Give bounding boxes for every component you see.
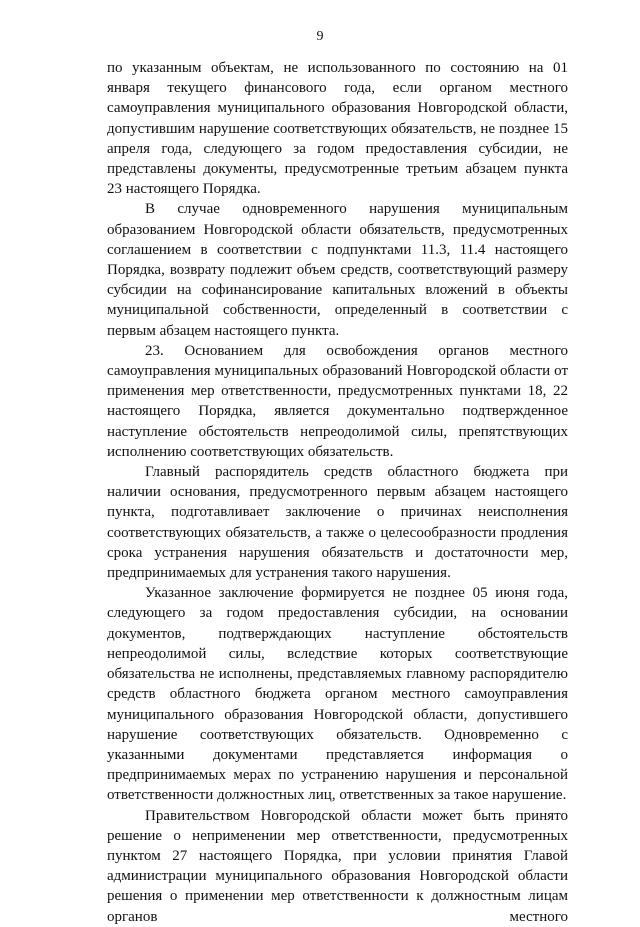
paragraph: 23. Основанием для освобождения органов местного самоуправления муниципальных образований Новгородской области от применения мер ответственности, предусмотренных пунктами 18, 22 настоящего Порядка, является документально подтвержденное наступление обстоятельств непреодолимой силы, препятствующих исполнению соответствующих обязательств.	[107, 342, 568, 460]
paragraph: по указанным объектам, не использованного по состоянию на 01 января текущего финансового года, если органом местного самоуправления муниципального образования Новгородской области, допустившим нарушение соответствующих обязательств, не позднее 15 апреля года, следующего за годом предоставления субсидии, не представлены документы, предусмотренные третьим абзацем пункта 23 настоящего Порядка.	[107, 60, 568, 198]
paragraph: Указанное заключение формируется не позднее 05 июня года, следующего за годом предоставления субсидии, на основании документов, подтверждающих наступление обстоятельств непреодолимой силы, вследствие которых соответствующие обязательства не исполнены, представляемых главному распорядителю средств областного бюджета органом местного самоуправления муниципального образования Новгородской области, допустившего нарушение соответствующих обязательств. Одновременно с указанными документами представляется информация о предпринимаемых мерах по устранению нарушения и персональной ответственности должностных лиц, ответственных за такое нарушение.	[107, 585, 568, 804]
page-number: 9	[316, 29, 324, 44]
paragraph: Главный распорядитель средств областного бюджета при наличии основания, предусмотренного первым абзацем настоящего пункта, подготавливает заключение о причинах неисполнения соответствующих обязательств, а также о целесообразности продления срока устранения нарушения обязательств и достаточности мер, предпринимаемых для устранения такого нарушения.	[107, 464, 568, 582]
document-body	[107, 58, 568, 927]
paragraph: Правительством Новгородской области может быть принято решение о неприменении мер ответственности, предусмотренных пунктом 27 настоящего Порядка, при условии принятия Главой администрации муниципального образования Новгородской области решения о применении мер ответственности к должностным лицам органов местного	[107, 807, 568, 925]
paragraph: В случае одновременного нарушения муниципальным образованием Новгородской области обязательств, предусмотренных соглашением в соответствии с подпунктами 11.3, 11.4 настоящего Порядка, возврату подлежит объем средств, соответствующий размеру субсидии на софинансирование капитальных вложений в объекты муниципальной собственности, определенный в соответствии с первым абзацем настоящего пункта.	[107, 201, 568, 339]
